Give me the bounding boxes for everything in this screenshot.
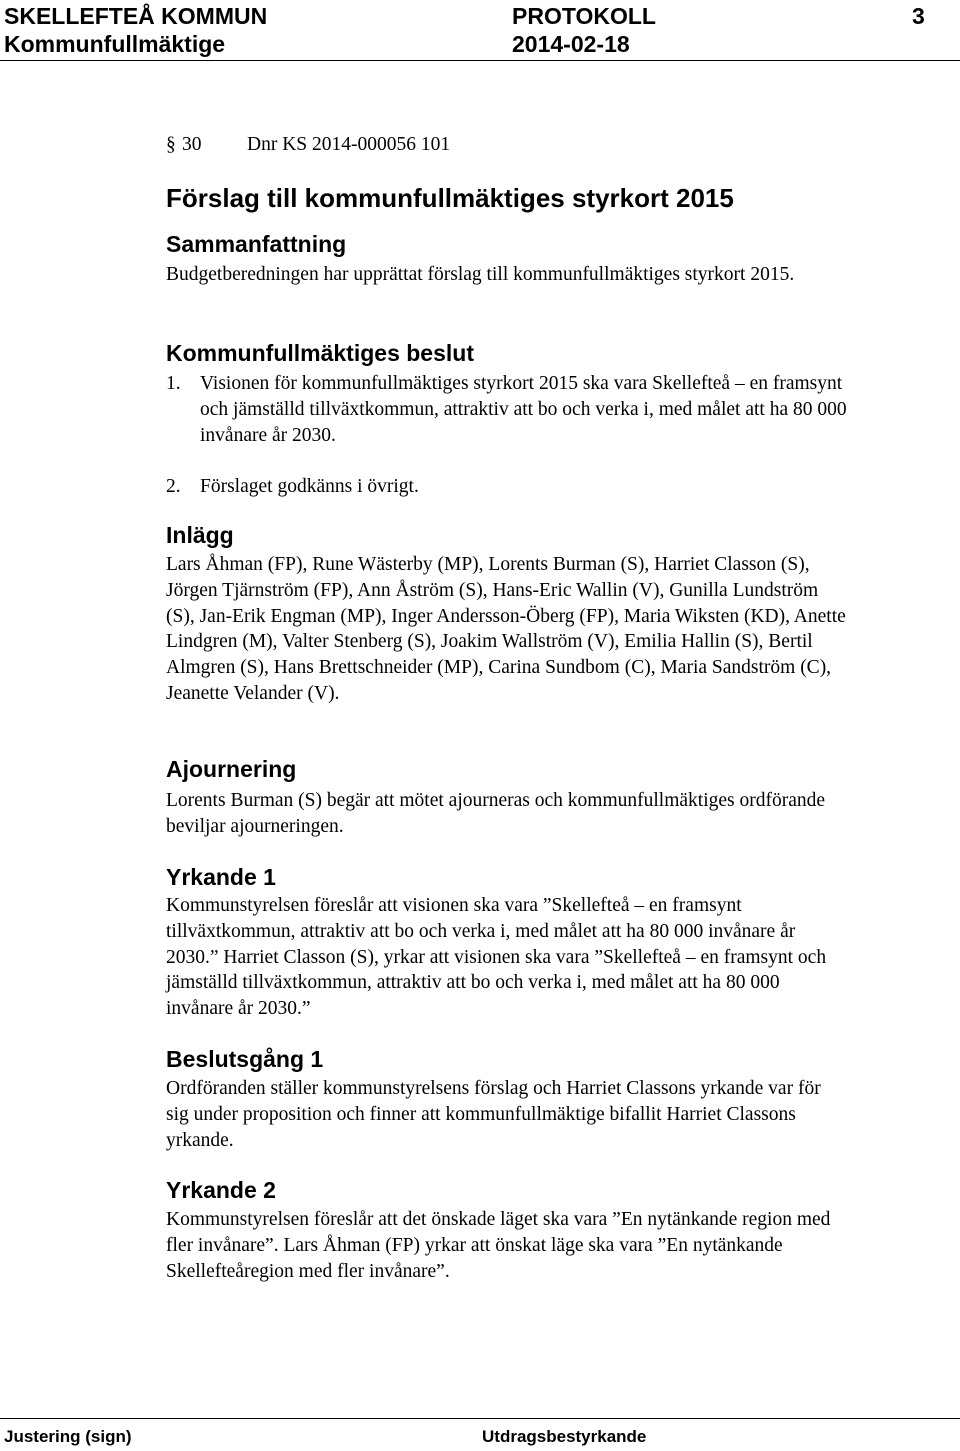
heading-sammanfattning: Sammanfattning [166, 231, 347, 257]
footer-justering: Justering (sign) [4, 1427, 132, 1446]
case-number: 30 [182, 134, 202, 155]
sammanfattning-text: Budgetberedningen har upprättat förslag till kommunfullmäktiges styrkort 2015. [166, 264, 795, 285]
list-text: Förslaget godkänns i övrigt. [200, 476, 419, 497]
inlagg-text: Lars Åhman (FP), Rune Wästerby (MP), Lorents Burman (S), Harriet Classon (S), Jörgen Tjärnström (FP), Ann Åström (S), Hans-Eric Wallin (V), Gunilla Lundström (S), Jan-Erik Engman (MP), Inger Andersson-Öberg (FP), Maria Wiksten (KD), Anette Lindgren (M), Valter Stenberg (S), Joakim Wallström (V), Emilia Hallin (S), Bertil Almgren (S), Hans Brettschneider (MP), Carina Sundbom (C), Maria Sandström (C), Jeanette Velander (V). [166, 554, 846, 704]
org-name: SKELLEFTEÅ KOMMUN [4, 3, 268, 29]
dnr: Dnr KS 2014-000056 101 [247, 134, 451, 155]
doc-type: PROTOKOLL [512, 3, 656, 29]
page-number: 3 [912, 3, 925, 29]
footer-rule [0, 1418, 960, 1419]
heading-inlagg: Inlägg [166, 522, 234, 548]
body-name: Kommunfullmäktige [4, 31, 226, 57]
meeting-date: 2014-02-18 [512, 31, 630, 57]
yrkande-2-text: Kommunstyrelsen föreslår att det önskade läget ska vara ”En nytänkande region med fler invånare”. Lars Åhman (FP) yrkar att önskat läge ska vara ”En nytänkande Skellefteåregion med fler invånare”. [166, 1209, 831, 1282]
heading-ajournering: Ajournering [166, 756, 297, 782]
list-number: 1. [166, 373, 181, 394]
ajournering-text: Lorents Burman (S) begär att mötet ajourneras och kommunfullmäktiges ordförande beviljar ajourneringen. [166, 790, 826, 837]
page-title: Förslag till kommunfullmäktiges styrkort 2015 [166, 183, 734, 213]
heading-yrkande-1: Yrkande 1 [166, 864, 276, 890]
beslutsgang-1-text: Ordföranden ställer kommunstyrelsens förslag och Harriet Classons yrkande var för sig under proposition och finner att kommunfullmäktige bifallit Harriet Classons yrkande. [166, 1078, 821, 1151]
header-rule [0, 60, 960, 61]
heading-beslut: Kommunfullmäktiges beslut [166, 340, 474, 366]
heading-beslutsgang-1: Beslutsgång 1 [166, 1046, 324, 1072]
heading-yrkande-2: Yrkande 2 [166, 1177, 276, 1203]
list-number: 2. [166, 476, 181, 497]
section-symbol: § [166, 134, 176, 155]
yrkande-1-text: Kommunstyrelsen föreslår att visionen ska vara ”Skellefteå – en framsynt tillväxtkommun, attraktiv att bo och verka i, med målet att ha 80 000 invånare år 2030.” Harriet Classon (S), yrkar att visionen ska vara ”Skellefteå – en framsynt och jämställd tillväxtkommun, attraktiv att bo och verka i, med målet att ha 80 000 invånare år 2030.” [166, 895, 827, 1020]
footer-utdragsbestyrkande: Utdragsbestyrkande [482, 1427, 647, 1446]
list-text: Visionen för kommunfullmäktiges styrkort 2015 ska vara Skellefteå – en framsynt och jämställd tillväxtkommun, attraktiv att bo och verka i, med målet att ha 80 000 invånare år 2030. [200, 373, 847, 446]
